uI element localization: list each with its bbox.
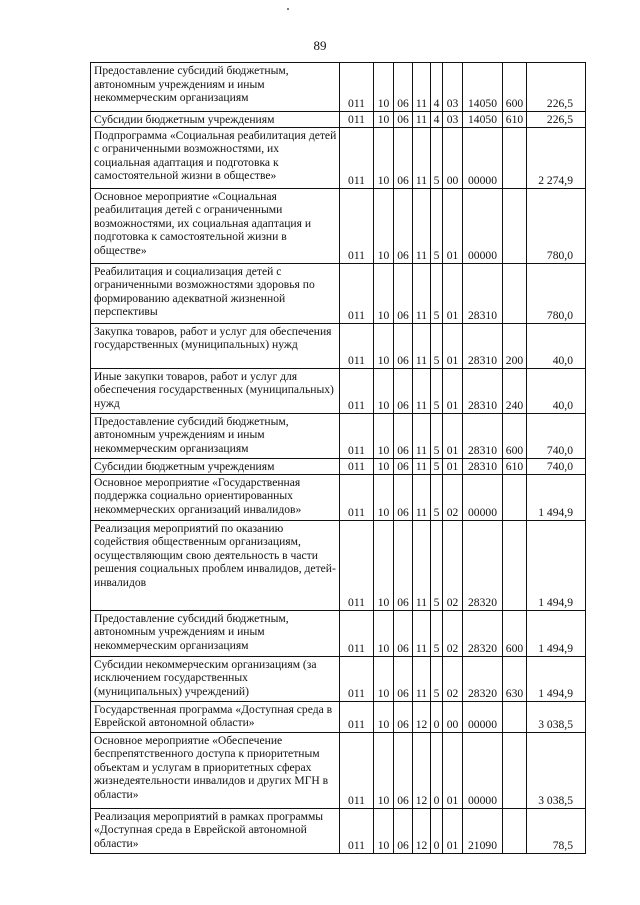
row-amount: 780,0 [527,188,586,263]
code-expense-type: 600 [503,413,527,458]
table-row [91,458,586,474]
table-row [91,413,586,458]
code-program: 11 [413,127,431,188]
code-razdel: 10 [374,188,394,263]
code-program: 11 [413,520,431,610]
code-razdel: 10 [374,368,394,413]
code-program: 11 [413,610,431,656]
scan-speck [287,8,289,10]
code-razdel: 10 [374,127,394,188]
row-amount: 740,0 [527,458,586,474]
table-body [91,63,586,854]
code-subprogram: 5 [431,520,443,610]
code-expense-type: 630 [503,656,527,701]
code-razdel: 10 [374,413,394,458]
code-ved: 011 [340,188,374,263]
code-podrazdel: 06 [394,413,413,458]
code-program: 12 [413,701,431,732]
row-name: Реабилитация и социализация детей с ограниченными возможностями здоровья по формированию адекватной жизненной перспективы [91,263,340,323]
table-row [91,474,586,520]
code-program: 12 [413,732,431,808]
code-direction: 00000 [463,701,503,732]
code-program: 12 [413,808,431,853]
row-amount: 78,5 [527,808,586,853]
row-name: Подпрограмма «Социальная реабилитация детей с ограниченными возможностями, их социальная адаптация и подготовка к самостоятельной жизни в обществе» [91,127,340,188]
row-amount: 226,5 [527,112,586,128]
code-podrazdel: 06 [394,368,413,413]
code-event: 01 [443,413,463,458]
table-row [91,127,586,188]
table-row [91,63,586,112]
code-event: 01 [443,458,463,474]
code-program: 11 [413,474,431,520]
code-subprogram: 5 [431,323,443,368]
code-subprogram: 0 [431,732,443,808]
code-event: 03 [443,63,463,112]
code-razdel: 10 [374,474,394,520]
code-ved: 011 [340,368,374,413]
row-amount: 40,0 [527,368,586,413]
code-expense-type [503,474,527,520]
code-expense-type: 600 [503,610,527,656]
row-name: Государственная программа «Доступная среда в Еврейской автономной области» [91,701,340,732]
code-ved: 011 [340,127,374,188]
code-podrazdel: 06 [394,610,413,656]
table-row [91,656,586,701]
code-ved: 011 [340,323,374,368]
row-name: Реализация мероприятий по оказанию содействия общественным организациям, осуществляющим свою деятельность в части решения социальных проблем инвалидов, детей-инвалидов [91,520,340,610]
code-direction: 28310 [463,323,503,368]
table-row [91,188,586,263]
row-amount: 3 038,5 [527,732,586,808]
code-program: 11 [413,188,431,263]
code-subprogram: 5 [431,127,443,188]
code-subprogram: 5 [431,458,443,474]
row-amount: 1 494,9 [527,656,586,701]
code-program: 11 [413,413,431,458]
row-amount: 740,0 [527,413,586,458]
row-name: Основное мероприятие «Государственная поддержка социально ориентированных некоммерческих организаций инвалидов» [91,474,340,520]
row-amount: 1 494,9 [527,474,586,520]
row-name: Закупка товаров, работ и услуг для обеспечения государственных (муниципальных) нужд [91,323,340,368]
code-direction: 28320 [463,656,503,701]
code-expense-type [503,520,527,610]
code-subprogram: 0 [431,808,443,853]
code-direction: 28310 [463,458,503,474]
code-event: 01 [443,732,463,808]
code-podrazdel: 06 [394,188,413,263]
code-subprogram: 4 [431,112,443,128]
code-razdel: 10 [374,458,394,474]
row-amount: 3 038,5 [527,701,586,732]
code-podrazdel: 06 [394,701,413,732]
row-name: Основное мероприятие «Социальная реабилитация детей с ограниченными возможностями, их социальная адаптация и подготовка к самостоятельной жизни в обществе» [91,188,340,263]
row-name: Основное мероприятие «Обеспечение беспрепятственного доступа к приоритетным объектам и услугам в приоритетных сферах жизнедеятельности инвалидов и других МГН в области» [91,732,340,808]
row-name: Предоставление субсидий бюджетным, автономным учреждениям и иным некоммерческим организациям [91,413,340,458]
code-expense-type: 610 [503,458,527,474]
code-ved: 011 [340,263,374,323]
code-podrazdel: 06 [394,656,413,701]
code-razdel: 10 [374,112,394,128]
code-subprogram: 5 [431,368,443,413]
table-row [91,112,586,128]
row-amount: 1 494,9 [527,610,586,656]
row-amount: 40,0 [527,323,586,368]
code-ved: 011 [340,701,374,732]
code-razdel: 10 [374,520,394,610]
code-razdel: 10 [374,656,394,701]
table-row [91,520,586,610]
row-amount: 780,0 [527,263,586,323]
code-razdel: 10 [374,808,394,853]
code-direction: 00000 [463,188,503,263]
code-direction: 28320 [463,520,503,610]
code-subprogram: 0 [431,701,443,732]
code-razdel: 10 [374,263,394,323]
row-amount: 1 494,9 [527,520,586,610]
code-podrazdel: 06 [394,63,413,112]
table-row [91,610,586,656]
code-program: 11 [413,368,431,413]
code-ved: 011 [340,63,374,112]
code-ved: 011 [340,656,374,701]
row-amount: 2 274,9 [527,127,586,188]
code-program: 11 [413,63,431,112]
code-expense-type [503,808,527,853]
row-name: Иные закупки товаров, работ и услуг для обеспечения государственных (муниципальных) нужд [91,368,340,413]
code-subprogram: 5 [431,188,443,263]
table-row [91,323,586,368]
code-event: 02 [443,656,463,701]
code-podrazdel: 06 [394,474,413,520]
code-direction: 14050 [463,63,503,112]
table-row [91,263,586,323]
row-amount: 226,5 [527,63,586,112]
code-program: 11 [413,112,431,128]
code-podrazdel: 06 [394,808,413,853]
row-name: Субсидии бюджетным учреждениям [91,112,340,128]
code-event: 00 [443,701,463,732]
row-name: Субсидии некоммерческим организациям (за исключением государственных (муниципальных) учреждений) [91,656,340,701]
code-subprogram: 5 [431,413,443,458]
code-direction: 21090 [463,808,503,853]
code-expense-type [503,732,527,808]
row-name: Предоставление субсидий бюджетным, автономным учреждениям и иным некоммерческим организациям [91,610,340,656]
code-program: 11 [413,323,431,368]
code-ved: 011 [340,520,374,610]
code-event: 02 [443,610,463,656]
code-event: 01 [443,808,463,853]
code-event: 01 [443,323,463,368]
code-ved: 011 [340,610,374,656]
code-event: 01 [443,263,463,323]
budget-table [90,62,586,854]
row-name: Предоставление субсидий бюджетным, автономным учреждениям и иным некоммерческим организациям [91,63,340,112]
code-podrazdel: 06 [394,127,413,188]
code-ved: 011 [340,458,374,474]
code-ved: 011 [340,808,374,853]
code-subprogram: 5 [431,474,443,520]
code-direction: 28310 [463,413,503,458]
code-direction: 28310 [463,263,503,323]
table-row [91,368,586,413]
code-direction: 28320 [463,610,503,656]
code-expense-type: 600 [503,63,527,112]
code-podrazdel: 06 [394,732,413,808]
row-name: Субсидии бюджетным учреждениям [91,458,340,474]
code-expense-type [503,701,527,732]
code-expense-type: 200 [503,323,527,368]
code-razdel: 10 [374,63,394,112]
code-event: 02 [443,520,463,610]
code-podrazdel: 06 [394,263,413,323]
row-name: Реализация мероприятий в рамках программы «Доступная среда в Еврейской автономной области» [91,808,340,853]
code-ved: 011 [340,732,374,808]
code-program: 11 [413,263,431,323]
code-podrazdel: 06 [394,520,413,610]
code-direction: 14050 [463,112,503,128]
code-podrazdel: 06 [394,112,413,128]
code-event: 01 [443,188,463,263]
code-expense-type: 610 [503,112,527,128]
code-expense-type: 240 [503,368,527,413]
code-podrazdel: 06 [394,458,413,474]
code-expense-type [503,188,527,263]
code-program: 11 [413,458,431,474]
code-event: 00 [443,127,463,188]
code-podrazdel: 06 [394,323,413,368]
code-subprogram: 5 [431,656,443,701]
code-subprogram: 5 [431,263,443,323]
code-ved: 011 [340,413,374,458]
code-razdel: 10 [374,701,394,732]
code-razdel: 10 [374,732,394,808]
code-ved: 011 [340,112,374,128]
page-number: 89 [313,38,327,53]
code-event: 01 [443,368,463,413]
code-expense-type [503,127,527,188]
code-subprogram: 4 [431,63,443,112]
code-razdel: 10 [374,323,394,368]
code-razdel: 10 [374,610,394,656]
code-direction: 00000 [463,127,503,188]
table-row [91,808,586,853]
code-event: 02 [443,474,463,520]
code-direction: 28310 [463,368,503,413]
code-event: 03 [443,112,463,128]
code-direction: 00000 [463,732,503,808]
table-row [91,701,586,732]
table-row [91,732,586,808]
code-direction: 00000 [463,474,503,520]
code-subprogram: 5 [431,610,443,656]
code-program: 11 [413,656,431,701]
code-ved: 011 [340,474,374,520]
code-expense-type [503,263,527,323]
